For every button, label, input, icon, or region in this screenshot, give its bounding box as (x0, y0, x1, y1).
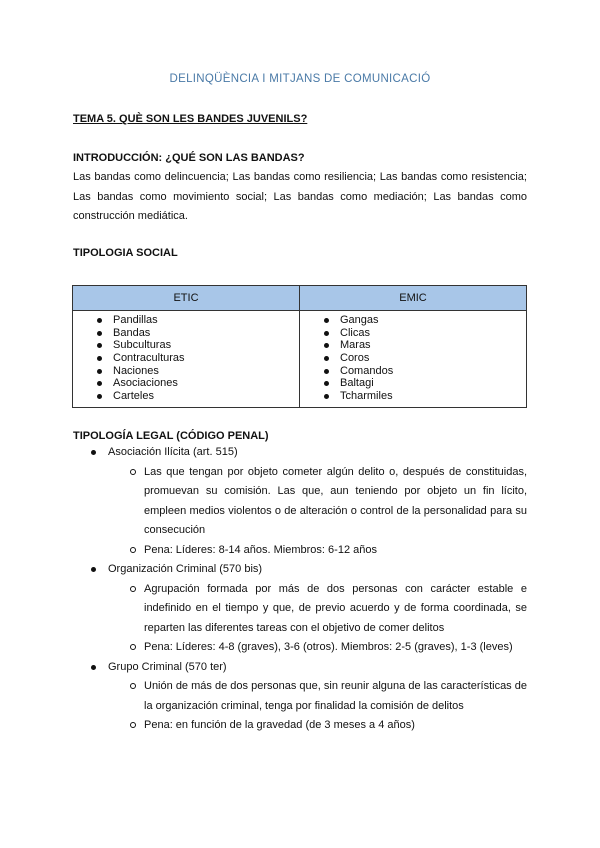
list-item: Gangas (322, 314, 526, 327)
legal-subitem-definition: Agrupación formada por más de dos personas con carácter estable e indefinido en el tiempo y que, de previo acuerdo y de forma coordinada, se reparten las diferentes tareas con el objetivo de comer delitos (73, 580, 527, 639)
list-item: Pandillas (95, 314, 299, 327)
list-item: Tcharmiles (322, 390, 526, 403)
list-item: Comandos (322, 365, 526, 378)
list-item: Asociaciones (95, 377, 299, 390)
topic-heading: TEMA 5. QUÈ SON LES BANDES JUVENILS? (73, 113, 308, 125)
social-typology-table (72, 285, 527, 408)
social-typology-heading: TIPOLOGIA SOCIAL (73, 247, 178, 259)
column-header-etic: ETIC (73, 286, 300, 311)
legal-item-organizacion-criminal: Organización Criminal (570 bis) (73, 560, 527, 580)
intro-paragraph: Las bandas como delincuencia; Las bandas como resiliencia; Las bandas como resistencia; Las bandas como movimiento social; Las bandas como mediación; Las bandas como construcción mediática. (73, 171, 527, 222)
list-item: Contraculturas (95, 352, 299, 365)
list-item: Subculturas (95, 339, 299, 352)
emic-cell (300, 311, 527, 408)
document-title: DELINQÜÈNCIA I MITJANS DE COMUNICACIÓ (169, 73, 431, 85)
legal-subitem-penalty: Pena: en función de la gravedad (de 3 meses a 4 años) (73, 716, 527, 736)
list-item: Coros (322, 352, 526, 365)
list-item: Clicas (322, 327, 526, 340)
legal-subitem-penalty: Pena: Líderes: 4-8 (graves), 3-6 (otros). Miembros: 2-5 (graves), 1-3 (leves) (73, 638, 527, 658)
legal-subitem-definition: Las que tengan por objeto cometer algún delito o, después de constituidas, promuevan su comisión. Las que, aun teniendo por objeto un fin lícito, empleen medios violentos o de alteración o control de la personalidad para su consecución (73, 463, 527, 541)
list-item: Baltagi (322, 377, 526, 390)
list-item: Carteles (95, 390, 299, 403)
emic-list (300, 314, 526, 403)
legal-item-asociacion-ilicita: Asociación Ilícita (art. 515) (73, 443, 527, 463)
legal-subitem-definition: Unión de más de dos personas que, sin reunir alguna de las características de la organización criminal, tenga por finalidad la comisión de delitos (73, 677, 527, 716)
etic-cell (73, 311, 300, 408)
column-header-emic: EMIC (300, 286, 527, 311)
legal-item-grupo-criminal: Grupo Criminal (570 ter) (73, 658, 527, 678)
list-item: Maras (322, 339, 526, 352)
etic-list (73, 314, 299, 403)
legal-subitem-penalty: Pena: Líderes: 8-14 años. Miembros: 6-12 años (73, 541, 527, 561)
list-item: Naciones (95, 365, 299, 378)
legal-typology-list (73, 443, 527, 736)
list-item: Bandas (95, 327, 299, 340)
legal-typology-heading: TIPOLOGÍA LEGAL (CÓDIGO PENAL) (73, 430, 269, 442)
intro-heading: INTRODUCCIÓN: ¿QUÉ SON LAS BANDAS? (73, 152, 305, 164)
